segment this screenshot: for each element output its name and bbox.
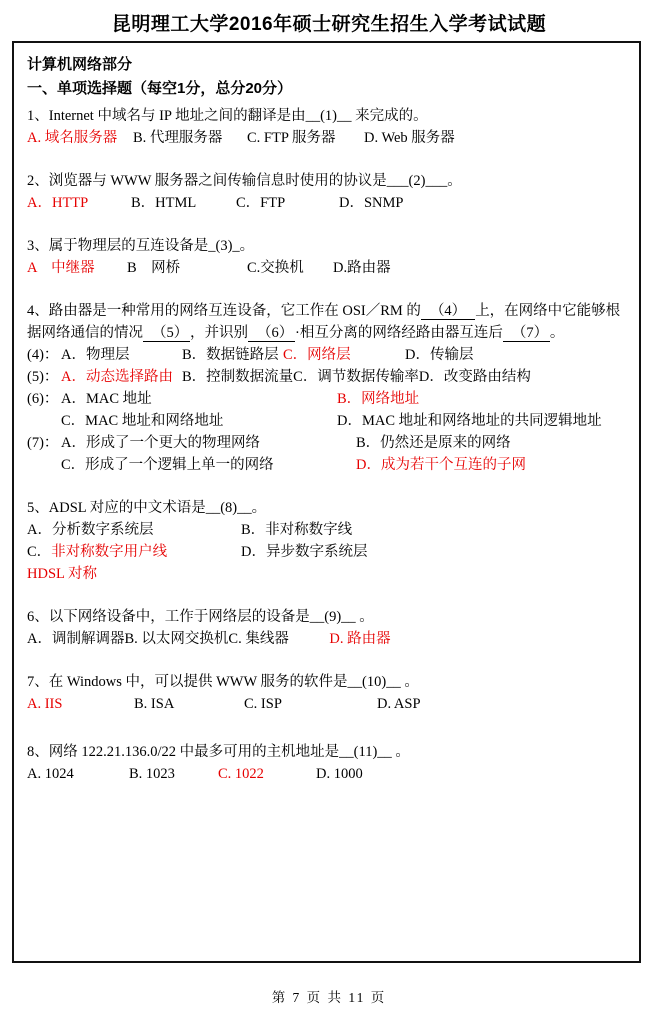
q7-options xyxy=(27,693,626,715)
q7-stem: 7、在 Windows 中，可以提供 WWW 服务的软件是__(10)__ 。 xyxy=(27,674,419,690)
q4-row6-option-a: A．MAC 地址 xyxy=(61,391,152,407)
q5-stem: 5、ADSL 对应的中文术语是__(8)__。 xyxy=(27,500,267,516)
q4-row-7-cd xyxy=(27,454,626,476)
q4-row-7-ab xyxy=(27,432,626,454)
q5-option-b: B．非对称数字线 xyxy=(241,522,353,538)
q4-row4-option-b: B．数据链路层 xyxy=(182,347,279,363)
question-4 xyxy=(27,300,626,476)
q4-row6-option-c: C．MAC 地址和网络地址 xyxy=(61,413,224,429)
q3-option-c: C.交换机 xyxy=(247,260,304,276)
q4-row-5 xyxy=(27,366,626,388)
q4-row7-option-b: B．仍然还是原来的网络 xyxy=(356,435,511,451)
q4-stem-text-3: ，并识别 xyxy=(190,325,248,341)
q4-row6-num: (6)： xyxy=(27,391,59,407)
q8-option-d: D. 1000 xyxy=(316,766,363,782)
q4-row4-option-d: D．传输层 xyxy=(405,347,474,363)
q6-option-a: A．调制解调器 xyxy=(27,631,125,647)
q8-options xyxy=(27,763,626,785)
q6-option-c: C. 集线器 xyxy=(228,631,289,647)
q4-row4-option-a: A．物理层 xyxy=(61,347,130,363)
question-5 xyxy=(27,497,626,585)
q5-note: HDSL 对称 xyxy=(27,566,97,582)
exam-content-box xyxy=(12,41,641,963)
q7-option-c: C. ISP xyxy=(244,696,282,712)
q4-stem-text-2: 上，在网络中它能够根据网络通信的情况 xyxy=(27,303,621,341)
q6-option-b: B. 以太网交换机 xyxy=(124,631,229,647)
q8-option-a: A. 1024 xyxy=(27,766,74,782)
q4-row6-option-d: D．MAC 地址和网络地址的共同逻辑地址 xyxy=(337,413,602,429)
q4-row7-option-a: A．形成了一个更大的物理网络 xyxy=(61,435,260,451)
q5-options-cd xyxy=(27,541,626,563)
q4-row5-num: (5)： xyxy=(27,369,59,385)
q1-option-d: D. Web 服务器 xyxy=(364,130,455,146)
q1-option-c: C. FTP 服务器 xyxy=(247,130,336,146)
question-3 xyxy=(27,235,626,279)
section-heading: 计算机网络部分 xyxy=(27,56,133,73)
q4-row4-num: (4)： xyxy=(27,347,59,363)
q4-row7-num: (7)： xyxy=(27,435,59,451)
q4-row-4 xyxy=(27,344,626,366)
q4-blank-4: （4） xyxy=(421,303,475,320)
q4-stem-text-4: ·相互分离的网络经路由器互连后 xyxy=(295,325,503,341)
q4-row-6-cd xyxy=(27,410,626,432)
q3-options xyxy=(27,257,626,279)
page-title: 昆明理工大学2016年硕士研究生招生入学考试试题 xyxy=(111,14,547,35)
q4-row4-option-c: C．网络层 xyxy=(283,347,351,363)
q5-options-ab xyxy=(27,519,626,541)
q4-stem-text-5: 。 xyxy=(549,325,565,341)
q7-option-d: D. ASP xyxy=(377,696,421,712)
q5-option-d: D．异步数字系统层 xyxy=(241,544,368,560)
q2-options xyxy=(27,192,626,214)
q4-row5-option-d: D．改变路由结构 xyxy=(418,369,531,385)
q2-option-a: A．HTTP xyxy=(27,195,89,211)
q4-row7-option-c: C．形成了一个逻辑上单一的网络 xyxy=(61,457,274,473)
q2-option-c: C．FTP xyxy=(236,195,286,211)
q3-option-d: D.路由器 xyxy=(333,260,391,276)
q2-option-b: B．HTML xyxy=(131,195,197,211)
section-subheading: 一、单项选择题（每空1分，总分20分） xyxy=(27,80,293,97)
q4-row7-option-d: D．成为若干个互连的子网 xyxy=(356,457,526,473)
q8-option-c: C. 1022 xyxy=(218,766,264,782)
q6-option-d: D. 路由器 xyxy=(329,631,391,647)
q4-row-6-ab xyxy=(27,388,626,410)
q5-option-c xyxy=(27,541,241,563)
q4-stem-text-1: 4、路由器是一种常用的网络互连设备，它工作在 OSI／RM 的 xyxy=(27,303,421,319)
q7-option-b: B. ISA xyxy=(134,696,175,712)
question-2 xyxy=(27,170,626,214)
q8-stem: 8、网络 122.21.136.0/22 中最多可用的主机地址是__(11)__ 。 xyxy=(27,744,410,760)
q1-option-b: B. 代理服务器 xyxy=(133,130,223,146)
q4-row5-option-a: A．动态选择路由 xyxy=(61,369,173,385)
q7-option-a: A. IIS xyxy=(27,696,63,712)
q4-stem xyxy=(27,300,626,344)
q5-option-c-label: C． xyxy=(27,544,52,560)
q6-options xyxy=(27,628,626,650)
q4-row5-option-c: C．调节数据传输率 xyxy=(293,369,419,385)
q1-stem: 1、Internet 中域名与 IP 地址之间的翻译是由__(1)__ 来完成的。 xyxy=(27,108,428,124)
q3-option-a: A 中继器 xyxy=(27,260,95,276)
q3-option-b: B 网桥 xyxy=(127,260,181,276)
q1-option-a: A. 域名服务器 xyxy=(27,130,118,146)
q2-stem: 2、浏览器与 WWW 服务器之间传输信息时使用的协议是___(2)___。 xyxy=(27,173,462,189)
q3-stem: 3、属于物理层的互连设备是_(3)_。 xyxy=(27,238,255,254)
q4-blank-7: （7） xyxy=(503,325,550,342)
q2-option-d: D．SNMP xyxy=(339,195,404,211)
q1-options xyxy=(27,127,626,149)
q4-row5-option-b: B．控制数据流量 xyxy=(182,369,294,385)
q8-option-b: B. 1023 xyxy=(129,766,175,782)
q5-option-c-text: 非对称数字用户线 xyxy=(51,544,168,560)
q4-blank-5: （5） xyxy=(143,325,190,342)
q6-stem: 6、以下网络设备中，工作于网络层的设备是__(9)__ 。 xyxy=(27,609,374,625)
q5-option-a: A．分析数字系统层 xyxy=(27,522,154,538)
question-1 xyxy=(27,105,626,149)
q4-row6-option-b: B．网络地址 xyxy=(337,391,420,407)
question-8 xyxy=(27,741,626,785)
question-6 xyxy=(27,606,626,650)
question-7 xyxy=(27,671,626,715)
q4-blank-6: （6） xyxy=(248,325,295,342)
page-number-footer: 第 7 页 共 11 页 xyxy=(271,990,387,1005)
